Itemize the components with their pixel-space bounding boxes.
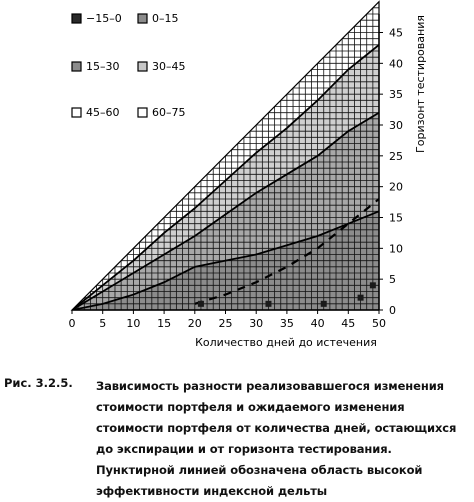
y-tick-label: 30 [389,119,403,132]
x-tick-label: 10 [126,317,141,330]
legend-label: 30–45 [152,60,186,73]
x-tick-label: 30 [249,317,264,330]
x-tick-label: 15 [157,317,172,330]
legend-swatch [72,14,81,23]
x-tick-label: 40 [310,317,325,330]
x-tick-label: 25 [218,317,233,330]
y-tick-label: 10 [389,242,403,256]
low-value-cell [321,301,327,307]
y-tick-label: 25 [389,149,403,163]
x-axis-label: Количество дней до истечения [195,336,377,349]
x-tick-label: 5 [99,317,107,330]
y-axis-label: Горизонт тестирования [414,15,427,153]
legend-label: 45–60 [86,106,120,119]
x-tick-label: 35 [279,317,294,330]
legend-label: 0–15 [152,12,179,25]
figure-label: Рис. 3.2.5. [4,376,73,390]
legend-label: 60–75 [152,106,186,119]
legend-swatch [138,14,147,23]
y-tick-label: 35 [389,88,403,102]
legend-label: 15–30 [86,60,120,73]
y-tick-label: 20 [389,180,403,194]
x-tick-label: 20 [187,317,202,330]
low-value-cell [358,295,364,301]
low-value-cell [198,301,204,307]
x-tick-label: 0 [68,317,76,330]
y-tick-label: 45 [389,26,403,40]
x-tick-label: 50 [372,317,386,330]
low-value-cell [265,301,271,307]
figure-caption: Зависимость разности реализовавшегося изменения стоимости портфеля и ожидаемого изменения стоимости портфеля от количества дней, остающихся до экспирации и от горизонта тестирования. Пунктирной линией обозначена область высокой эффективности индексной дельты [96,379,457,498]
legend-label: −15–0 [86,12,122,25]
y-tick-label: 40 [389,57,403,71]
y-tick-label: 15 [389,211,403,225]
low-value-cell [370,282,376,288]
y-tick-label: 5 [389,273,396,287]
legend-swatch [72,62,81,71]
x-tick-label: 45 [341,317,356,330]
y-tick-label: 0 [389,304,396,317]
legend-swatch [138,108,147,117]
legend-swatch [72,108,81,117]
legend-swatch [138,62,147,71]
